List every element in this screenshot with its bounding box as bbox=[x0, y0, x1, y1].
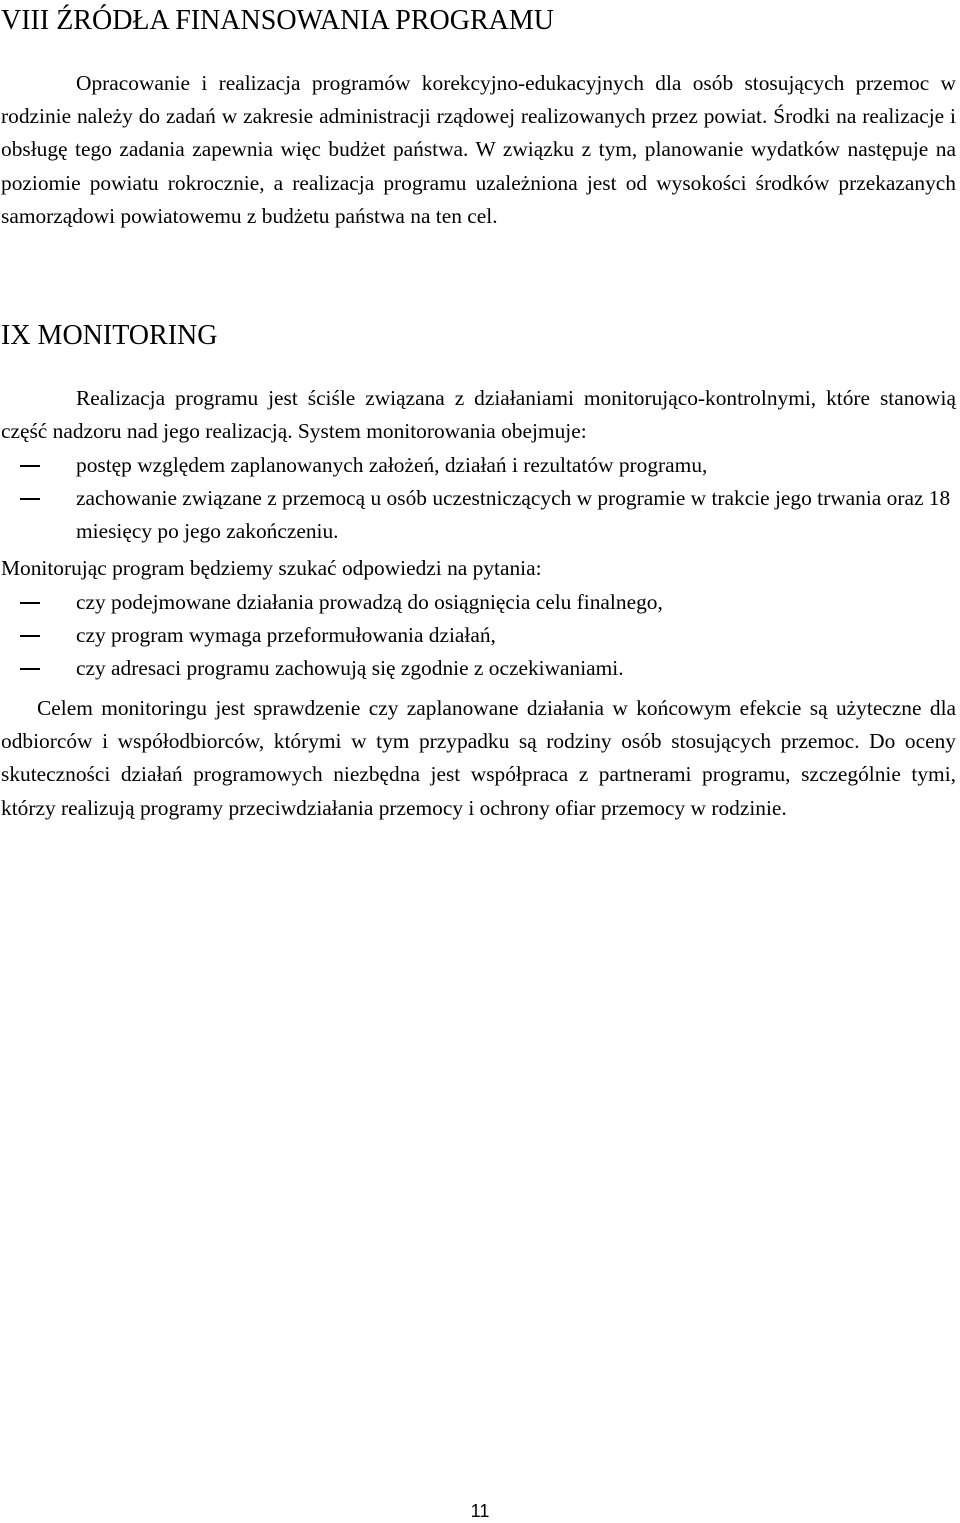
dash-bullet-icon bbox=[20, 498, 40, 500]
dash-bullet-icon bbox=[20, 668, 40, 670]
page-number: 11 bbox=[470, 1501, 490, 1521]
list-item bbox=[0, 586, 956, 619]
questions-intro-paragraph: Monitorując program będziemy szukać odpowiedzi na pytania: bbox=[1, 556, 542, 580]
monitoring-intro-paragraph: Realizacja programu jest ściśle związana z działaniami monitorująco-kontrolnymi, które stanowią część nadzoru nad jego realizacją. System monitorowania obejmuje: bbox=[1, 386, 956, 444]
list-item-text: czy podejmowane działania prowadzą do osiągnięcia celu finalnego, bbox=[76, 590, 663, 614]
list-item-text: czy adresaci programu zachowują się zgodnie z oczekiwaniami. bbox=[76, 656, 624, 681]
financing-paragraph: Opracowanie i realizacja programów korekcyjno-edukacyjnych dla osób stosujących przemoc w rodzinie należy do zadań w zakresie administracji rządowej realizowanych przez powiat. Środki na realizacje i obsługę tego zadania zapewnia więc budżet państwa. W związku z tym, planowanie wydatków następuje na poziomie powiatu rokrocznie, a realizacja programu uzależniona jest od wysokości środków przekazanych samorządowi powiatowemu z budżetu państwa na ten cel. bbox=[1, 71, 956, 228]
list-item bbox=[0, 482, 956, 548]
monitoring-scope-list bbox=[0, 449, 956, 549]
list-item bbox=[0, 652, 956, 685]
dash-bullet-icon bbox=[20, 465, 40, 467]
list-item bbox=[0, 619, 956, 652]
list-item-text: postęp względem zaplanowanych założeń, działań i rezultatów programu, bbox=[76, 453, 708, 477]
section-heading-monitoring: IX MONITORING bbox=[1, 320, 218, 351]
list-item-text: czy program wymaga przeformułowania działań, bbox=[76, 623, 496, 648]
dash-bullet-icon bbox=[20, 635, 40, 637]
monitoring-closing-paragraph: Celem monitoringu jest sprawdzenie czy zaplanowane działania w końcowym efekcie są użyteczne dla odbiorców i współodbiorców, którymi w tym przypadku są rodziny osób stosujących przemoc. Do oceny skuteczności działań programowych niezbędna jest współpraca z partnerami programu, szczególnie tymi, którzy realizują programy przeciwdziałania przemocy i ochrony ofiar przemocy w rodzinie. bbox=[1, 696, 956, 820]
section-heading-financing: VIII ŹRÓDŁA FINANSOWANIA PROGRAMU bbox=[1, 5, 555, 36]
monitoring-questions-list bbox=[0, 586, 956, 686]
list-item bbox=[0, 449, 956, 482]
dash-bullet-icon bbox=[20, 602, 40, 604]
list-item-text: zachowanie związane z przemocą u osób uczestniczących w programie w trakcie jego trwania oraz 18 miesięcy po jego zakończeniu. bbox=[76, 486, 951, 544]
